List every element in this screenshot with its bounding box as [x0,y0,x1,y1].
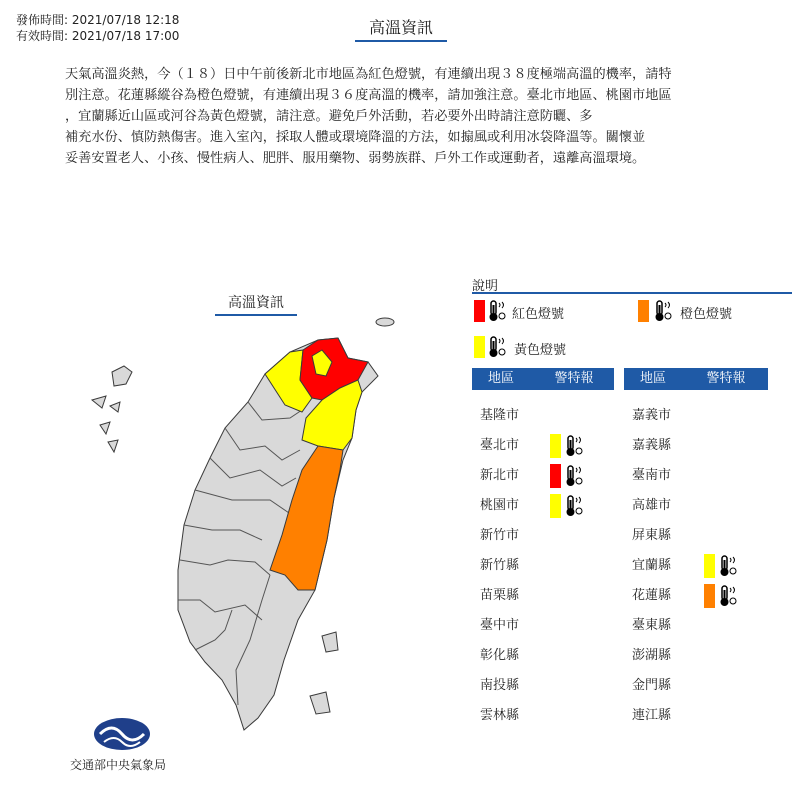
thermometer-icon [717,554,737,578]
island-orchid [310,692,330,714]
legend-divider [472,292,792,294]
island-penghu-small [108,440,118,452]
valid-time: 有效時間: 2021/07/18 17:00 [16,29,180,43]
taiwan-map [0,310,470,750]
legend-title: 說明 [472,279,499,294]
region-name: 新竹市 [480,528,520,543]
alert-badge-yellow [550,434,561,458]
region-name: 基隆市 [480,408,520,423]
alert-description [65,64,745,169]
issue-time: 發佈時間: 2021/07/18 12:18 [16,13,180,27]
alert-badge-yellow [704,554,715,578]
region-name: 雲林縣 [480,708,520,723]
island-penghu-small [92,396,106,408]
region-name: 金門縣 [632,678,672,693]
thermometer-icon [563,494,583,518]
region-name: 澎湖縣 [632,648,672,663]
thermometer-icon [563,464,583,488]
legend-red-swatch [474,300,485,322]
thermometer-icon [563,434,583,458]
region-name: 嘉義市 [632,408,672,423]
region-name: 桃園市 [480,498,520,513]
agency-label: 交通部中央氣象局 [70,758,167,772]
description-line: 天氣高溫炎熱，今（１８）日中午前後新北市地區為紅色燈號，有連續出現３８度極端高溫的機率，請特 [65,67,672,82]
legend-yellow-swatch [474,336,485,358]
legend-yellow-label: 黃色燈號 [514,343,567,358]
legend-red-label: 紅色燈號 [512,307,565,322]
header-alert: 警特報 [554,371,594,386]
region-name: 苗栗縣 [480,588,520,603]
region-name: 南投縣 [480,678,520,693]
description-line: 補充水份、慎防熱傷害。進入室內，採取人體或環境降溫的方法，如搧風或利用冰袋降溫等。關懷並 [65,130,646,145]
island-penghu-small [110,402,120,412]
region-name: 臺東縣 [632,618,672,633]
region-name: 臺中市 [480,618,520,633]
header-region: 地區 [487,371,514,386]
description-line: ，宜蘭縣近山區或河谷為黃色燈號，請注意。避免戶外活動，若必要外出時請注意防曬、多 [65,109,593,124]
island-penghu-small [100,422,110,434]
table-header-right [624,368,768,390]
table-header-left [472,368,614,390]
alert-badge-yellow [550,494,561,518]
thermometer-icon [486,299,506,323]
header-region: 地區 [639,371,666,386]
map-title: 高溫資訊 [215,292,297,316]
region-name: 屏東縣 [632,528,672,543]
header-alert: 警特報 [706,371,746,386]
thermometer-icon [486,335,506,359]
description-line: 別注意。花蓮縣縱谷為橙色燈號，有連續出現３６度高溫的機率，請加強注意。臺北市地區、桃園市地區 [65,88,672,103]
region-name: 宜蘭縣 [632,558,672,573]
page-title: 高溫資訊 [355,15,447,42]
region-name: 新北市 [480,468,520,483]
region-name: 彰化縣 [480,648,520,663]
island-green [322,632,338,652]
region-name: 臺北市 [480,438,520,453]
island-penghu [112,366,132,386]
thermometer-icon [652,299,672,323]
alert-badge-orange [704,584,715,608]
legend-orange-swatch [638,300,649,322]
region-name: 臺南市 [632,468,672,483]
region-name: 嘉義縣 [632,438,672,453]
region-name: 高雄市 [632,498,672,513]
region-name: 新竹縣 [480,558,520,573]
alert-badge-red [550,464,561,488]
island-north [376,318,394,326]
thermometer-icon [717,584,737,608]
legend-orange-label: 橙色燈號 [680,307,733,322]
description-line: 妥善安置老人、小孩、慢性病人、肥胖、服用藥物、弱勢族群、戶外工作或運動者，遠離高溫環境。 [65,151,646,166]
region-name: 花蓮縣 [632,588,672,603]
cwb-logo-icon [94,718,150,750]
region-name: 連江縣 [632,708,672,723]
